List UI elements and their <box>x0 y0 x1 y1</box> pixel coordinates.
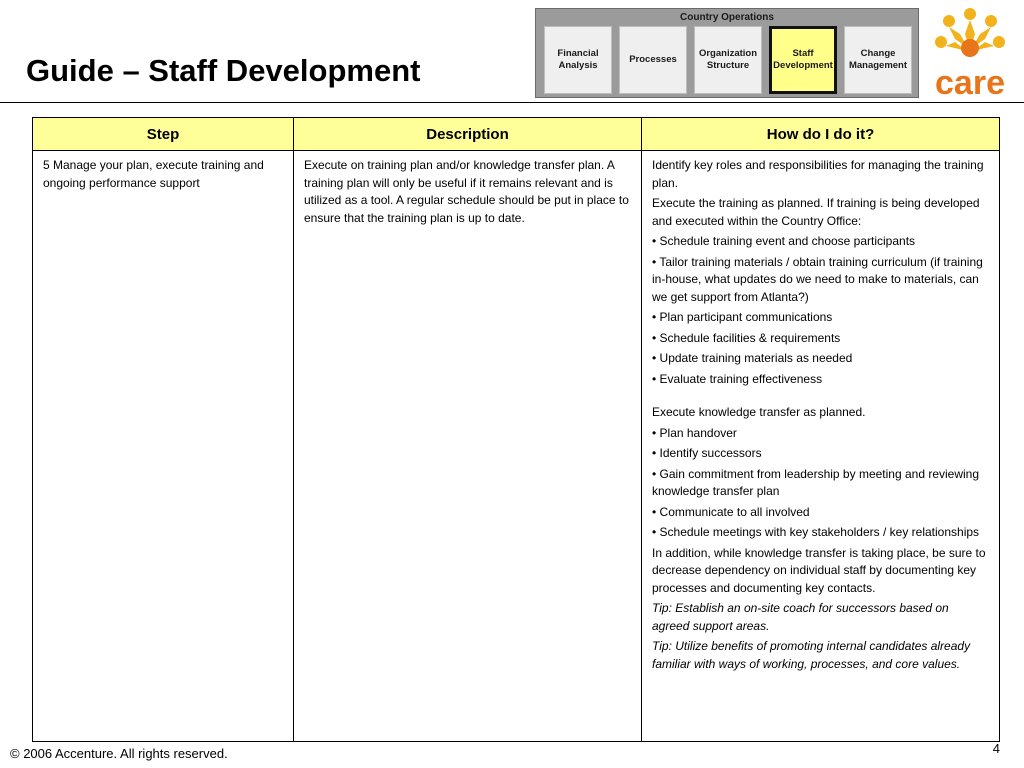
page-number: 4 <box>992 741 1000 756</box>
how-bullet: • Schedule facilities & requirements <box>652 330 841 345</box>
how-item: In addition, while knowledge transfer is taking place, be sure to decrease dependency on individual staff by documenting key processes and documenting key contacts. <box>652 545 986 595</box>
care-logo-text: care <box>935 64 1005 100</box>
column-header-description: Description <box>294 118 642 151</box>
how-item: Identify key roles and responsibilities for managing the training plan. <box>652 158 984 190</box>
how-cell <box>642 151 1000 742</box>
how-tip: Tip: Utilize benefits of promoting internal candidates already familiar with ways of working, processes, and core values. <box>652 639 971 671</box>
how-bullet: • Evaluate training effectiveness <box>652 371 823 386</box>
table-row <box>33 151 1000 742</box>
column-header-how: How do I do it? <box>642 118 1000 151</box>
care-logo-figures <box>935 8 1005 57</box>
description-text: Execute on training plan and/or knowledge transfer plan. A training plan will only be useful if it remains relevant and is utilized as a tool. A regular schedule should be put in place to ensure that the training plan is up to date. <box>304 158 629 225</box>
step-cell <box>33 151 294 742</box>
page-title: Guide – Staff Development <box>26 53 421 88</box>
description-cell <box>294 151 642 742</box>
step-text: 5 Manage your plan, execute training and ongoing performance support <box>43 158 264 190</box>
how-bullet: • Gain commitment from leadership by meeting and reviewing knowledge transfer plan <box>652 466 980 498</box>
how-bullet: • Schedule training event and choose participants <box>652 234 916 248</box>
country-operations-nav <box>535 8 919 98</box>
care-logo <box>925 4 1015 100</box>
how-item: Execute the training as planned. If training is being developed and executed within the Country Office: <box>652 196 980 228</box>
nav-tab-staff-development[interactable]: Staff Development <box>769 26 837 94</box>
footer-copyright: © 2006 Accenture. All rights reserved. <box>10 746 228 761</box>
how-bullet: • Identify successors <box>652 446 762 460</box>
how-item: Execute knowledge transfer as planned. <box>652 405 866 419</box>
table-header-row <box>33 118 1000 151</box>
nav-tab-financial-analysis[interactable]: Financial Analysis <box>544 26 612 94</box>
nav-header: Country Operations <box>680 12 774 23</box>
how-bullet: • Plan participant communications <box>652 310 833 324</box>
how-bullet: • Plan handover <box>652 425 737 440</box>
how-bullet: • Update training materials as needed <box>652 351 853 365</box>
how-bullet: • Tailor training materials / obtain training curriculum (if training in-house, what updates do we need to make to materials, can we get support from Atlanta?) <box>652 254 983 304</box>
nav-tab-organization-structure[interactable]: Organization Structure <box>694 26 762 94</box>
title-divider <box>0 102 1024 103</box>
column-header-step: Step <box>33 118 294 151</box>
guide-table <box>32 117 1000 742</box>
nav-tab-processes[interactable]: Processes <box>619 26 687 94</box>
how-bullet: • Communicate to all involved <box>652 504 810 519</box>
nav-tab-change-management[interactable]: Change Management <box>844 26 912 94</box>
how-bullet: • Schedule meetings with key stakeholders / key relationships <box>652 525 980 539</box>
how-tip: Tip: Establish an on-site coach for successors based on agreed support areas. <box>652 601 949 633</box>
care-logo-graphic <box>925 4 1015 100</box>
